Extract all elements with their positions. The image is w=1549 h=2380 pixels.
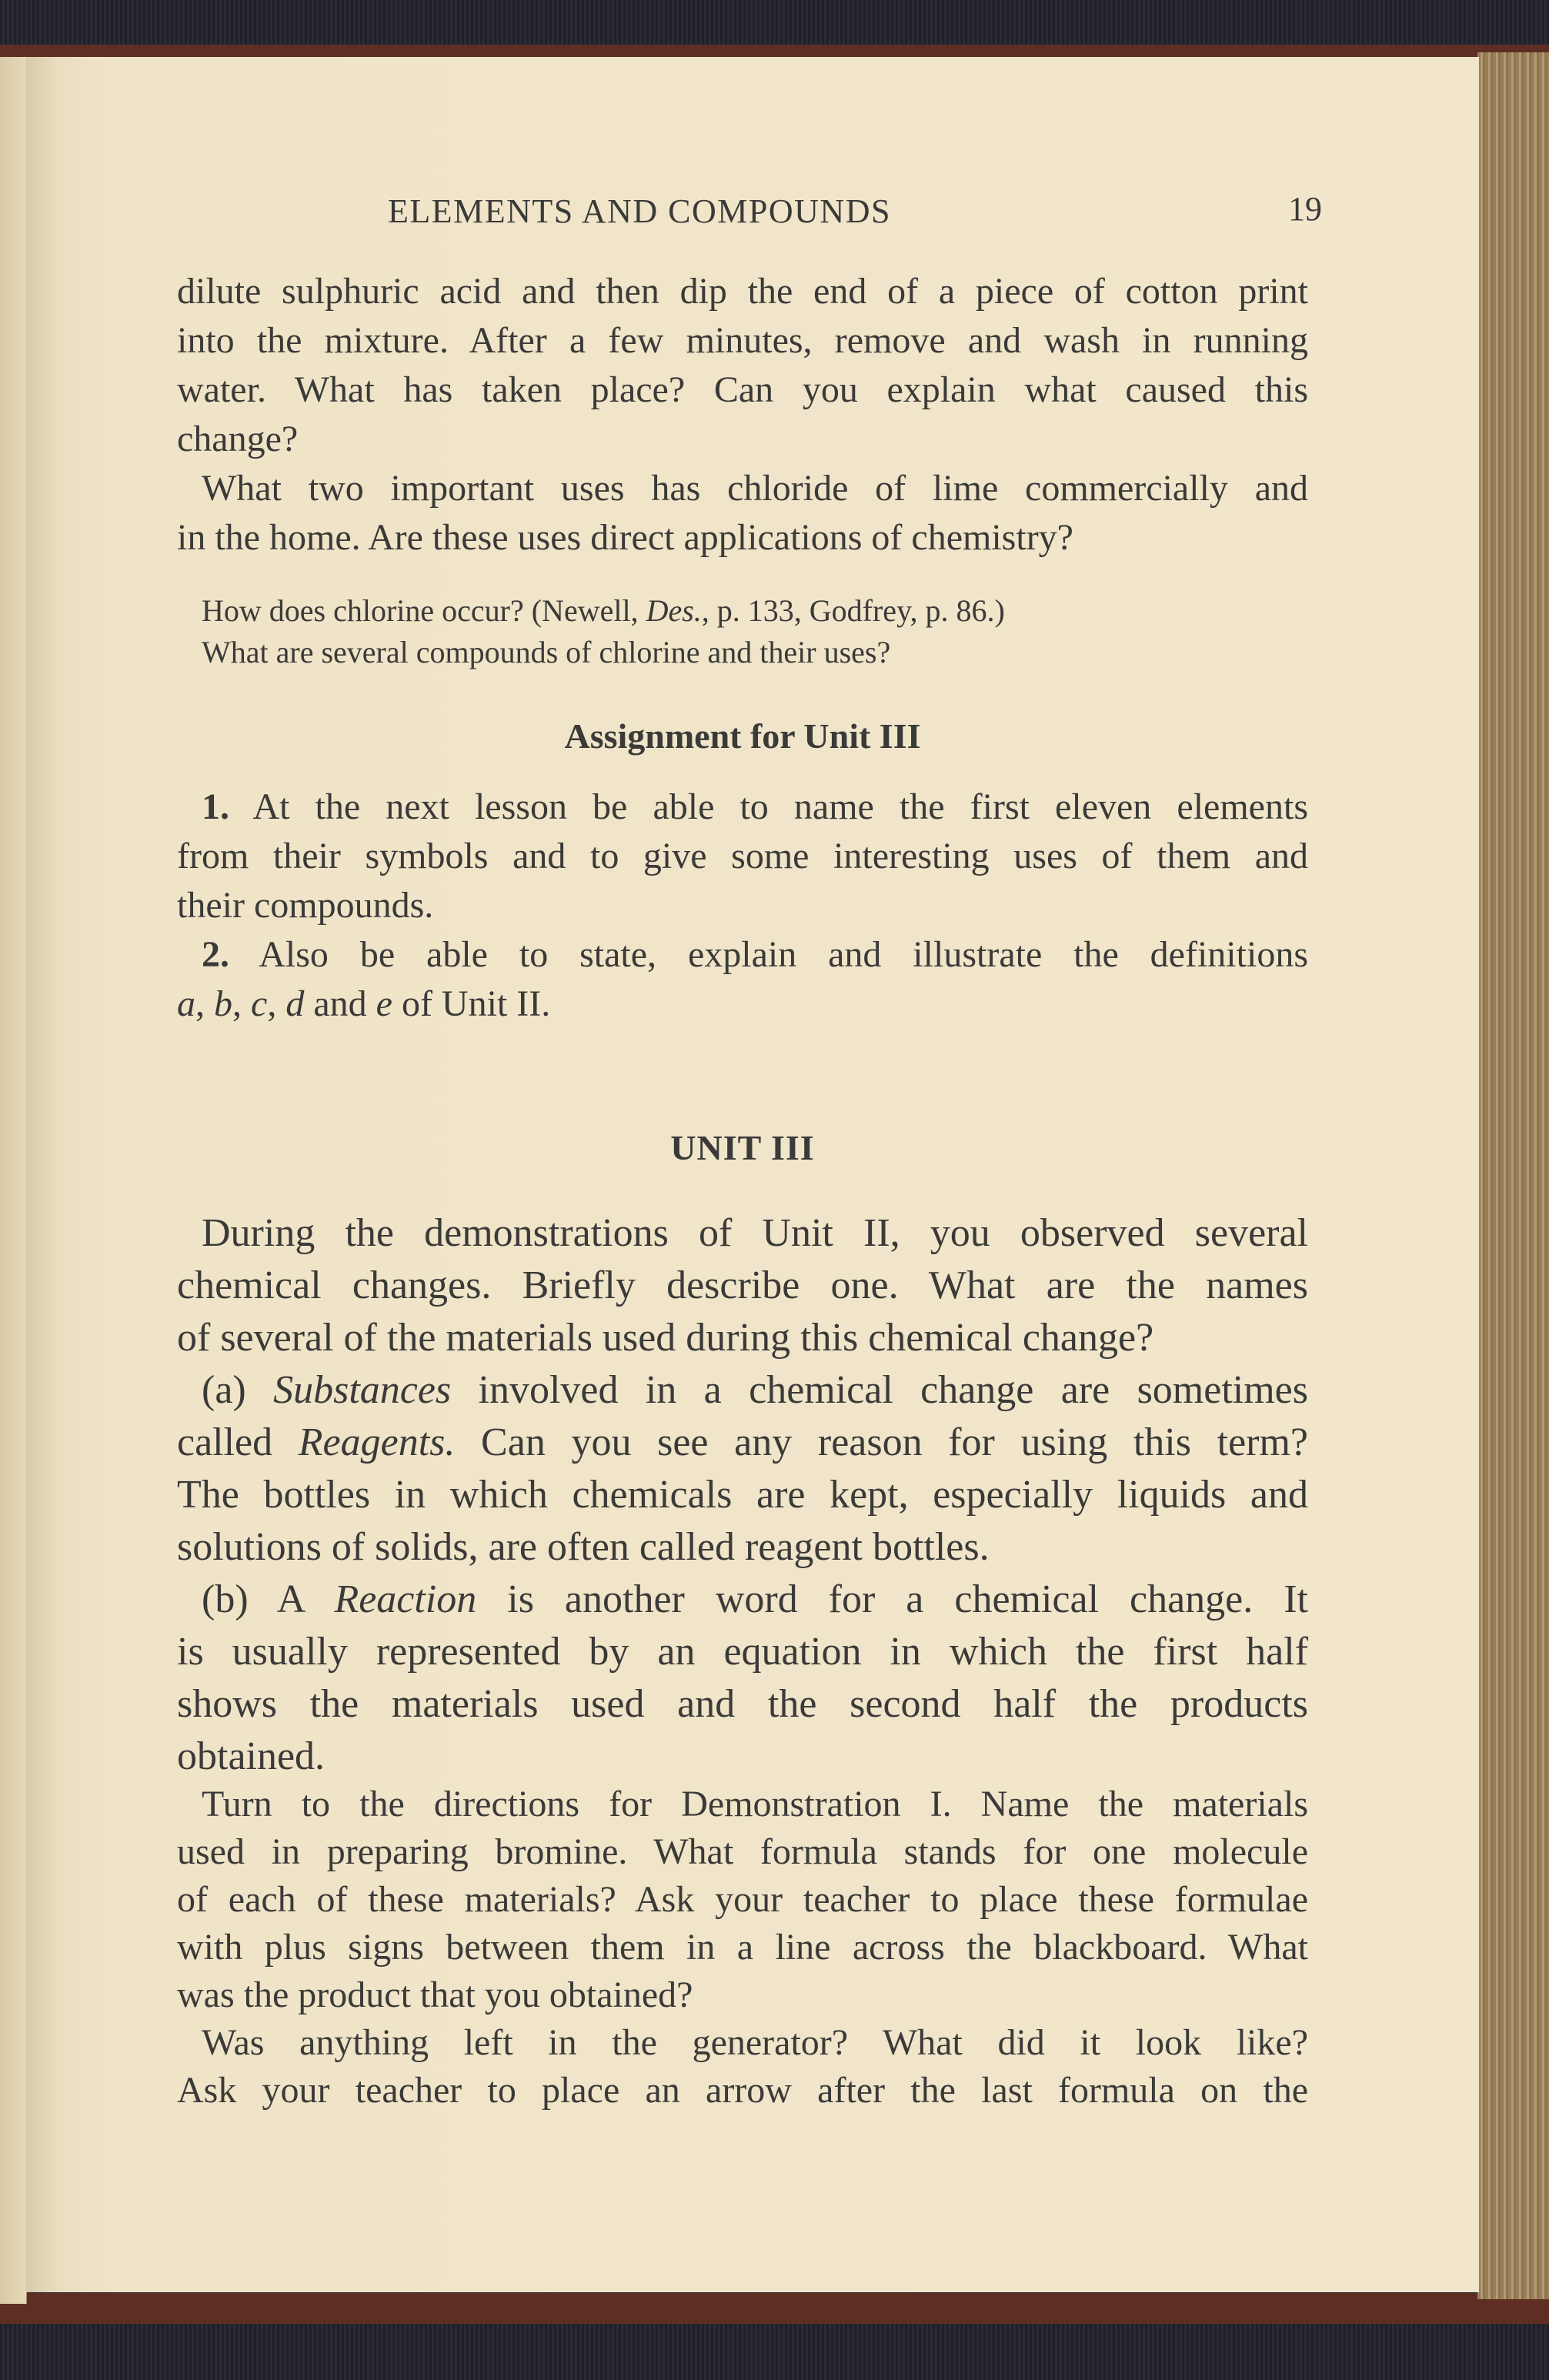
text-line: from their symbols and to give some interesting uses of them and <box>177 836 1308 876</box>
text-line: into the mixture. After a few minutes, remove and wash in running <box>177 320 1308 361</box>
text-line: During the demonstrations of Unit II, you observed several <box>202 1211 1308 1255</box>
text-line: obtained. <box>177 1734 325 1778</box>
text-line: The bottles in which chemicals are kept, especially liquids and <box>177 1473 1308 1517</box>
text-line: a, b, c, d and e of Unit II. <box>177 983 551 1024</box>
unit-heading: UNIT III <box>670 1128 815 1167</box>
definition-a: (a) Substances involved in a chemical change are sometimes <box>202 1368 1308 1412</box>
text-line: Ask your teacher to place an arrow after the last formula on the <box>177 2070 1308 2111</box>
text-line: Turn to the directions for Demonstration I. Name the materials <box>202 1784 1308 1824</box>
text-line: Was anything left in the generator? What did it look like? <box>202 2022 1308 2063</box>
text-line: What two important uses has chloride of lime commercially and <box>202 468 1308 509</box>
text-line: shows the materials used and the second half the products <box>177 1682 1308 1726</box>
question-line: How does chlorine occur? (Newell, Des., p. 133, Godfrey, p. 86.) <box>202 593 1005 628</box>
running-head: ELEMENTS AND COMPOUNDS <box>388 192 891 230</box>
facing-page-edge <box>0 57 27 2304</box>
text-line: is usually represented by an equation in which the first half <box>177 1630 1308 1674</box>
text-line: of each of these materials? Ask your teacher to place these formulae <box>177 1879 1308 1920</box>
page-number: 19 <box>1288 190 1322 228</box>
page-block-edges <box>1477 52 1549 2299</box>
book-board-bottom <box>0 2293 1549 2324</box>
book-page <box>26 57 1479 2292</box>
text-line: water. What has taken place? Can you explain what caused this <box>177 369 1308 410</box>
text-line: solutions of solids, are often called reagent bottles. <box>177 1525 990 1569</box>
assignment-item-2: 2. Also be able to state, explain and illustrate the definitions <box>202 934 1308 975</box>
text-line: called Reagents. Can you see any reason for using this term? <box>177 1420 1308 1464</box>
assignment-item-1: 1. At the next lesson be able to name the first eleven elements <box>202 786 1308 827</box>
text-line: in the home. Are these uses direct applications of chemistry? <box>177 517 1073 558</box>
assignment-heading: Assignment for Unit III <box>564 716 921 756</box>
question-line: What are several compounds of chlorine and their uses? <box>202 635 891 669</box>
definition-b: (b) A Reaction is another word for a chemical change. It <box>202 1577 1308 1621</box>
text-line: change? <box>177 419 299 459</box>
text-line: used in preparing bromine. What formula stands for one molecule <box>177 1831 1308 1872</box>
text-line: chemical changes. Briefly describe one. What are the names <box>177 1263 1308 1307</box>
text-line: their compounds. <box>177 885 434 926</box>
book-cloth-bottom <box>0 2316 1549 2380</box>
text-line: was the product that you obtained? <box>177 1974 693 2015</box>
text-line: of several of the materials used during this chemical change? <box>177 1316 1154 1360</box>
text-line: dilute sulphuric acid and then dip the end of a piece of cotton print <box>177 271 1308 312</box>
text-line: with plus signs between them in a line across the blackboard. What <box>177 1927 1308 1968</box>
